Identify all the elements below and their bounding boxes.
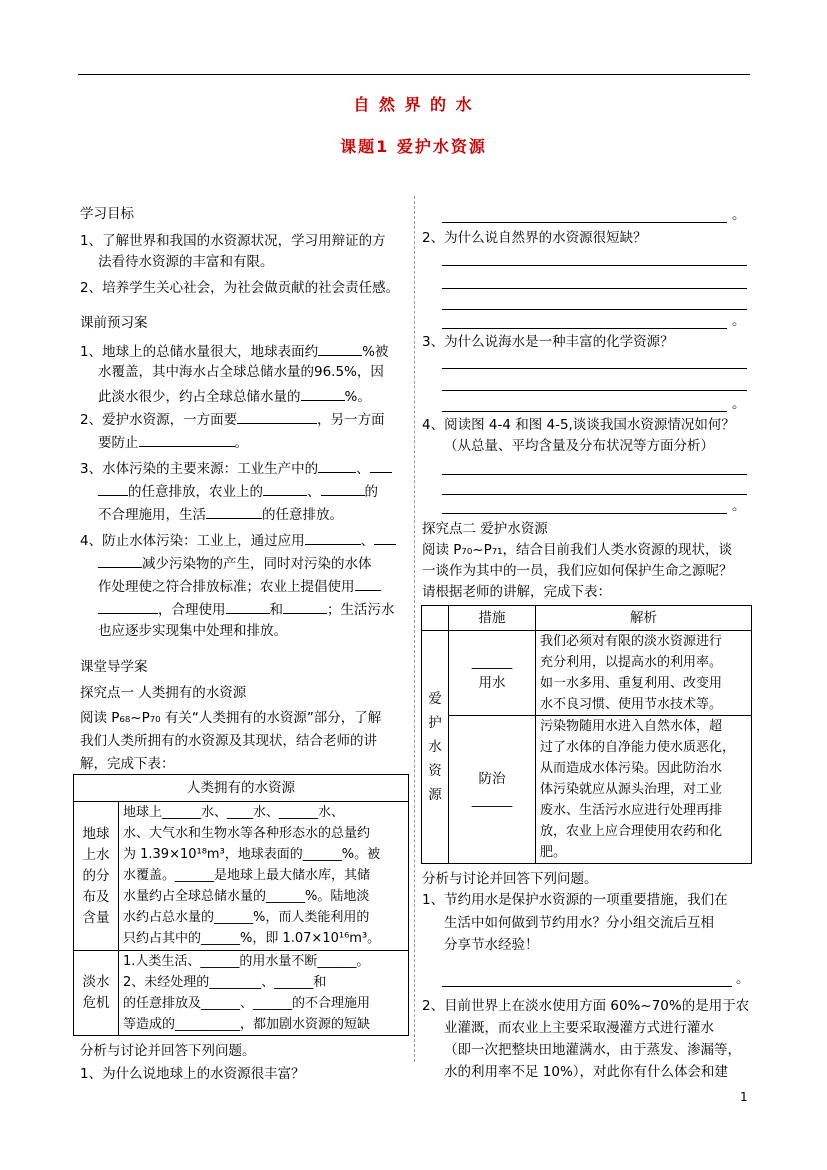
preview-3c: 不合理施用，生活 的任意排放。	[98, 504, 343, 524]
analysis-2	[536, 716, 752, 864]
goal-1b: 法看待水资源的丰富和有限。	[98, 254, 274, 270]
answer-line[interactable]	[442, 309, 747, 310]
analysis-line: 充分利用，以提高水的利用率。	[540, 655, 723, 670]
measure-2-blank[interactable]: ______	[471, 791, 513, 808]
column-divider	[414, 196, 415, 1062]
read-2c: 请根据老师的讲解，完成下表：	[422, 584, 611, 600]
question-2: 2、为什么说自然界的水资源很短缺？	[422, 230, 647, 246]
answer-line[interactable]	[442, 474, 747, 475]
answer-line[interactable]	[442, 986, 732, 987]
crisis-line: 的任意排放及______、______的不合理施用	[123, 996, 371, 1011]
row-crisis-content	[119, 951, 409, 1036]
measure-1	[449, 631, 536, 716]
read-2a: 阅读 P₇₀~P₇₁，结合目前我们人类水资源的现状，谈	[422, 542, 733, 558]
explore-2-heading: 探究点二 爱护水资源	[422, 521, 548, 537]
corner-cell	[422, 606, 449, 631]
side-label: 爱护水资源	[422, 631, 449, 864]
crisis-line: 等造成的__________，都加剧水资源的短缺	[123, 1017, 371, 1032]
question-3: 3、为什么说海水是一种丰富的化学资源？	[422, 334, 674, 350]
preview-heading: 课前预习案	[80, 315, 148, 331]
table-header: 人类拥有的水资源	[74, 775, 409, 802]
answer-line[interactable]	[442, 265, 747, 266]
period: 。	[736, 971, 750, 987]
preview-3a: 3、水体污染的主要来源：工业生产中的 、	[80, 458, 392, 478]
analysis-line: 水不良习惯、使用节水技术等。	[540, 697, 723, 712]
analysis-line: 从而造成水体污染。因此防治水	[540, 761, 723, 776]
analysis-line: 废水、生活污水应进行处理再排	[540, 803, 723, 818]
discussion-1a: 1、节约用水是保护水资源的一项重要措施，我们在	[422, 892, 728, 908]
discuss-right: 分析与讨论并回答下列问题。	[422, 871, 598, 887]
row-distribution-content	[119, 802, 409, 951]
preview-4c: 作处理使之符合排放标准；农业上提倡使用	[98, 576, 381, 596]
analysis-line: 我们必须对有限的淡水资源进行	[540, 634, 723, 649]
dist-line: 水量约占全球总储水量的______%。陆地淡	[123, 889, 370, 904]
class-heading: 课堂导学案	[80, 659, 148, 675]
row-label-distribution: 地球上水的分布及含量	[74, 802, 119, 951]
header-rule	[78, 74, 750, 75]
discussion-2c: （即一次把整块田地灌满水，由于蒸发、渗漏等，	[444, 1042, 741, 1058]
analysis-line: 放，农业上应合理使用农药和化	[540, 824, 723, 839]
read-1b: 我们人类所拥有的水资源及其现状，结合老师的讲	[80, 733, 377, 749]
analysis-line: 肥。	[540, 845, 567, 860]
goal-2: 2、培养学生关心社会，为社会做贡献的社会责任感。	[80, 280, 400, 296]
analysis-1	[536, 631, 752, 716]
analysis-line: 如一水多用、重复利用、改变用	[540, 676, 723, 691]
page-title: 自 然 界 的 水	[353, 95, 474, 114]
answer-line[interactable]	[442, 288, 747, 289]
th-analysis: 解析	[536, 606, 752, 631]
discussion-1c: 分享节水经验！	[444, 937, 539, 953]
read-1a: 阅读 P₆₈~P₇₀ 有关“人类拥有的水资源”部分，了解	[80, 710, 382, 726]
preview-4d: ，合理使用 和 ；生活污水	[98, 599, 395, 619]
preview-3b: 的任意排放，农业上的 、 的	[98, 481, 378, 501]
page-number: 1	[740, 1090, 748, 1104]
dist-line: 水约占总水量的______%，而人类能利用的	[123, 910, 370, 925]
dist-line: 水、大气水和生物水等各种形态水的总量约	[123, 826, 371, 841]
crisis-line: 1.人类生活、______的用水量不断______。	[123, 954, 370, 969]
answer-line[interactable]	[442, 411, 727, 412]
period: 。	[732, 207, 746, 223]
period: 。	[732, 313, 746, 329]
crisis-line: 2、未经处理的________、______和	[123, 975, 327, 990]
preview-1a: 1、地球上的总储水量很大，地球表面约 %被	[80, 341, 388, 361]
lesson-title: 课题1 爱护水资源	[340, 137, 487, 156]
measure-1-label: 用水	[478, 675, 506, 691]
preview-2b: 要防止 。	[98, 432, 248, 452]
preview-1b: 水覆盖，其中海水占全球总储水量的96.5%，因	[98, 364, 384, 380]
answer-line[interactable]	[442, 513, 727, 514]
dist-line: 地球上______水、____水、______水、	[123, 805, 345, 820]
answer-line[interactable]	[442, 368, 747, 369]
preview-4a: 4、防止水体污染：工业上，通过应用 、	[80, 530, 396, 550]
question-1: 1、为什么说地球上的水资源很丰富？	[80, 1066, 305, 1082]
preview-1c: 此淡水很少，约占全球总储水量的 %。	[98, 386, 371, 406]
answer-line[interactable]	[442, 222, 727, 223]
read-1c: 解，完成下表：	[80, 756, 175, 772]
dist-line: 为 1.39×10¹⁸m³，地球表面的______%。被	[123, 847, 381, 862]
discussion-2b: 业灌溉，而农业上主要采取漫灌方式进行灌水	[444, 1020, 714, 1036]
measure-1-blank[interactable]: ______	[471, 654, 513, 670]
discussion-2a: 2、目前世界上在淡水使用方面 60%~70%的是用于农	[422, 998, 750, 1014]
measure-2	[449, 716, 536, 864]
measure-2-label: 防治	[478, 770, 506, 787]
explore-1-heading: 探究点一 人类拥有的水资源	[80, 685, 247, 701]
th-measure: 措施	[449, 606, 536, 631]
protect-water-table	[421, 605, 752, 864]
question-4a: 4、阅读图 4-4 和图 4-5,谈谈我国水资源情况如何？	[422, 417, 735, 433]
question-4b: （从总量、平均含量及分布状况等方面分析）	[444, 438, 714, 454]
goal-1a: 1、了解世界和我国的水资源状况，学习用辩证的方	[80, 233, 386, 249]
analysis-line: 污染物随用水进入自然水体，超	[540, 719, 723, 734]
analysis-line: 体污染就应从源头治理，对工业	[540, 782, 723, 797]
row-label-crisis: 淡水危机	[74, 951, 119, 1036]
discussion-1b: 生活中如何做到节约用水？分小组交流后互相	[444, 915, 714, 931]
water-resource-table	[73, 774, 409, 1036]
goals-heading: 学习目标	[80, 206, 134, 222]
preview-2a: 2、爱护水资源，一方面要 ，另一方面	[80, 409, 385, 429]
answer-line[interactable]	[442, 390, 747, 391]
preview-4e: 也应逐步实现集中处理和排放。	[98, 623, 287, 639]
answer-line[interactable]	[442, 328, 727, 329]
period: 。	[732, 396, 746, 412]
read-2b: 一谈作为其中的一员，我们应如何保护生命之源呢？	[422, 563, 733, 579]
discuss-left: 分析与讨论并回答下列问题。	[80, 1043, 256, 1059]
preview-4b: 减少污染物的产生，同时对污染的水体	[98, 553, 372, 573]
period: 。	[732, 498, 746, 514]
answer-line[interactable]	[442, 494, 747, 495]
discussion-2d: 水的利用率不足 10%），对此你有什么体会和建	[444, 1064, 729, 1080]
analysis-line: 过了水体的自净能力使水质恶化，	[540, 740, 736, 755]
dist-line: 水覆盖。______是地球上最大储水库，其储	[123, 868, 371, 883]
dist-line: 只约占其中的______%，即 1.07×10¹⁶m³。	[123, 931, 381, 946]
